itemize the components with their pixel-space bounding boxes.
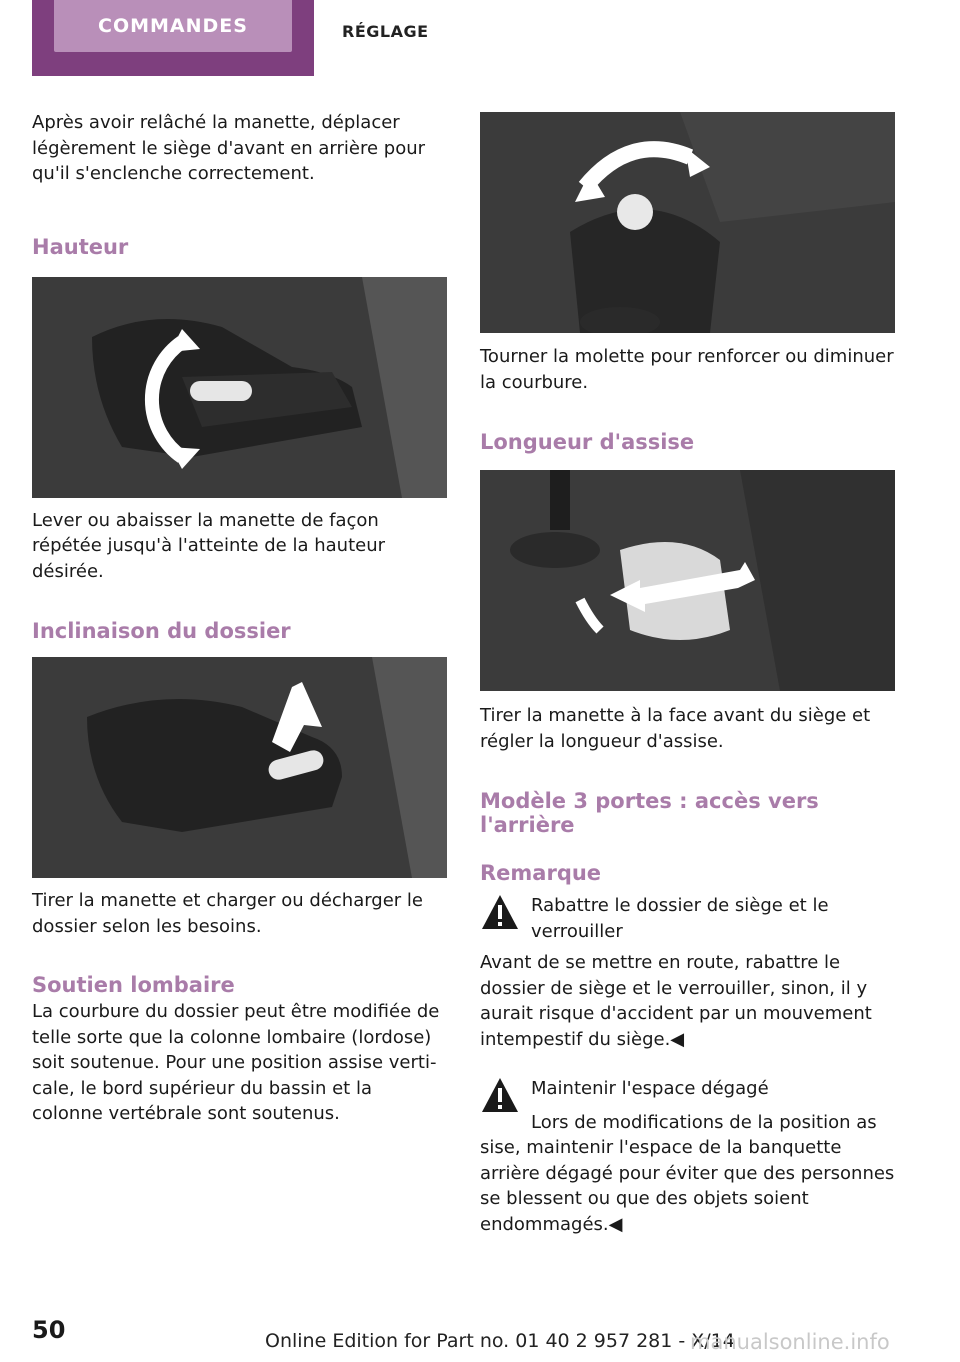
soutien-text: La courbure du dossier peut être modifiée de telle sorte que la colonne lombaire (lordose) soit soutenue. Pour une position assise verticale, le bord supérieur du bassin et la colonne vertébrale sont soutenus. [32,1001,440,1124]
warning-2 [480,1076,895,1135]
heading-soutien: Soutien lombaire [32,973,235,997]
lumbar-dial-illustration [480,112,895,333]
chapter-tab-label: COMMANDES [54,0,292,52]
warning-1 [480,893,895,944]
edition-text: Online Edition for Part no. 01 40 2 957 281 - X/14 [265,1330,735,1352]
warning-2-heading: Maintenir l'espace dégagé [531,1078,769,1099]
section-tab-label: RÉGLAGE [342,22,429,41]
heading-longueur: Longueur d'assise [480,430,695,454]
heading-remarque: Remarque [480,861,602,885]
heading-modele: Modèle 3 portes : accès vers l'arrière [480,789,819,837]
warning-icon [480,893,520,931]
inclinaison-text: Tirer la manette et charger ou décharger le dossier selon les besoins. [32,890,424,937]
left-column [32,110,447,1127]
seat-length-illustration [480,470,895,691]
warning-icon [480,1076,520,1114]
hauteur-text: Lever ou abaisser la manette de façon répétée jusqu'à l'atteinte de la hauteur désirée. [32,509,386,582]
warning-2-body: sise, maintenir l'espace de la banquette arrière dégagé pour éviter que des personnes se blessent ou que des objets soient endommagés.◀ [480,1137,895,1235]
warning-1-heading: Rabattre le dossier de siège et le verrouiller [531,895,829,942]
heading-hauteur: Hauteur [32,234,129,259]
page-number: 50 [32,1316,66,1344]
backrest-tilt-illustration [32,657,447,878]
longueur-text: Tirer la manette à la face avant du siège et régler la longueur d'assise. [480,705,871,752]
heading-inclinaison: Inclinaison du dossier [32,619,291,643]
intro-paragraph: Après avoir relâché la manette, déplacer légèrement le siège d'avant en arrière pour qu'il s'enclenche correctement. [32,112,426,184]
right-column [480,112,895,1237]
warning-1-body: Avant de se mettre en route, rabattre le dossier de siège et le verrouiller, sinon, il y aurait risque d'accident par un mouvement intempestif du siège.◀ [480,952,872,1050]
watermark: manualsonline.info [690,1330,890,1354]
seat-height-illustration [32,277,447,498]
molette-text: Tourner la molette pour renforcer ou diminuer la courbure. [480,346,894,393]
warning-2-body-first: Lors de modifications de la position as [531,1111,877,1133]
chapter-tab [32,0,314,76]
